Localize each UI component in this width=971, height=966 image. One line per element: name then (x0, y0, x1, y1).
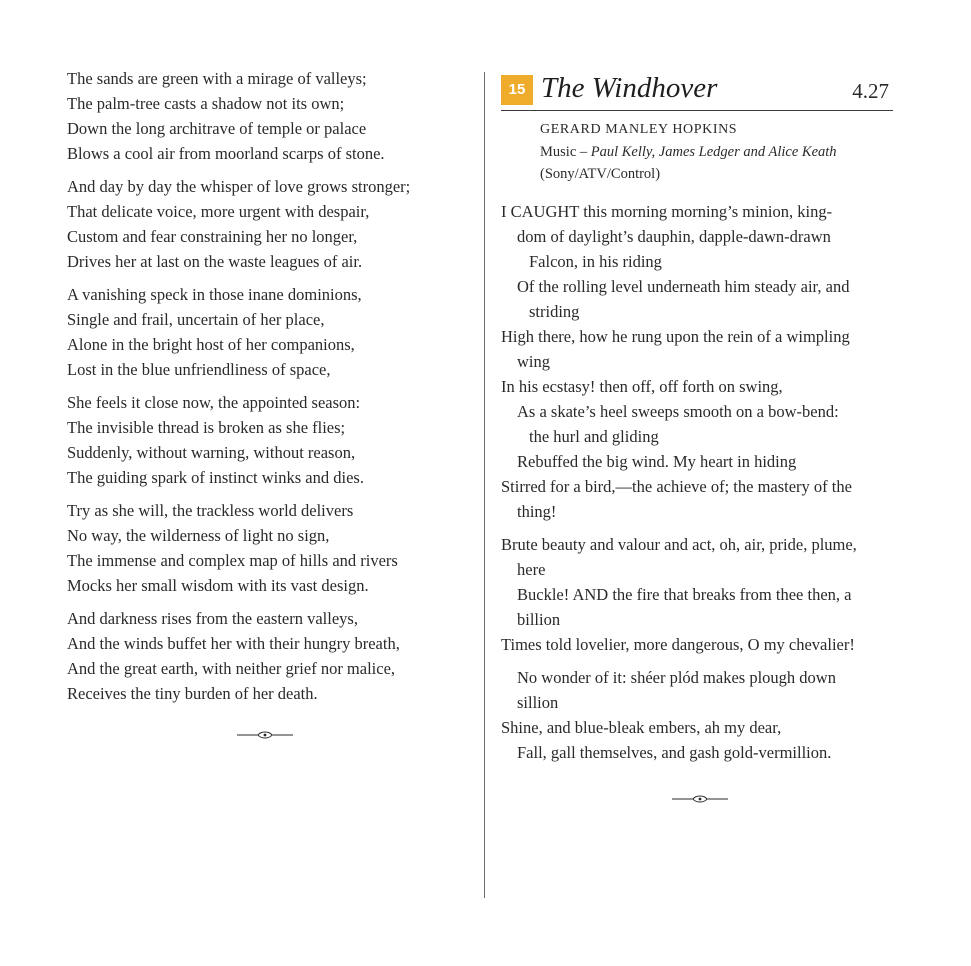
end-ornament-icon (236, 730, 294, 740)
poem-line: The guiding spark of instinct winks and dies. (67, 468, 364, 487)
poem-line: The invisible thread is broken as she flies; (67, 418, 346, 437)
poem-line: Brute beauty and valour and act, oh, air, pride, plume, (501, 535, 857, 554)
poem-line: Stirred for a bird,—the achieve of; the mastery of the (501, 477, 852, 496)
left-stanza-1 (67, 66, 467, 166)
author-name: GERARD MANLEY HOPKINS (540, 122, 738, 137)
poem-line: Buckle! AND the fire that breaks from thee then, a (517, 585, 852, 604)
poem-line: thing! (517, 502, 557, 521)
poem-line: She feels it close now, the appointed season: (67, 393, 361, 412)
poem-line: the hurl and gliding (529, 427, 659, 446)
poem-line: I CAUGHT this morning morning’s minion, king- (501, 202, 833, 221)
poem-line: Lost in the blue unfriendliness of space, (67, 360, 331, 379)
poem-line: And the winds buffet her with their hungry breath, (67, 634, 400, 653)
poem-line: The sands are green with a mirage of valleys; (67, 69, 367, 88)
poem-line: Of the rolling level underneath him steady air, and (517, 277, 850, 296)
poem-line: striding (529, 302, 580, 321)
track-duration: 4.27 (852, 79, 889, 103)
poem-line: here (517, 560, 546, 579)
poem-line: That delicate voice, more urgent with despair, (67, 202, 370, 221)
poem-line: dom of daylight’s dauphin, dapple-dawn-drawn (517, 227, 831, 246)
poem-line: No wonder of it: shéer plód makes plough down (517, 668, 836, 687)
poem-line: A vanishing speck in those inane dominions, (67, 285, 362, 304)
music-credit (540, 141, 893, 163)
track-number-badge: 15 (501, 75, 533, 105)
left-stanza-6 (67, 606, 467, 706)
title-header (501, 70, 893, 111)
music-credits: Paul Kelly, James Ledger and Alice Keath (590, 144, 837, 160)
poem-line: Blows a cool air from moorland scarps of stone. (67, 144, 385, 163)
poem-line: wing (517, 352, 550, 371)
poem-line: Single and frail, uncertain of her place, (67, 310, 325, 329)
poem-line: Custom and fear constraining her no longer, (67, 227, 358, 246)
music-prefix: Music – (540, 144, 591, 160)
poem-line: Drives her at last on the waste leagues of air. (67, 252, 363, 271)
poem-line: Shine, and blue-bleak embers, ah my dear, (501, 718, 782, 737)
poem-line: Times told lovelier, more dangerous, O my chevalier! (501, 635, 855, 654)
poem-line: sillion (517, 693, 559, 712)
left-stanza-5 (67, 498, 467, 598)
poem-line: Rebuffed the big wind. My heart in hiding (517, 452, 797, 471)
poem-line: Down the long architrave of temple or palace (67, 119, 367, 138)
poem-line: And day by day the whisper of love grows stronger; (67, 177, 411, 196)
end-ornament-icon (671, 794, 729, 804)
poem-line: billion (517, 610, 561, 629)
poem-line: Mocks her small wisdom with its vast design. (67, 576, 369, 595)
poem-line: The palm-tree casts a shadow not its own; (67, 94, 345, 113)
poem-line: No way, the wilderness of light no sign, (67, 526, 330, 545)
poem-line: The immense and complex map of hills and rivers (67, 551, 398, 570)
poem-title: The Windhover (541, 72, 718, 104)
poem-line: Suddenly, without warning, without reason, (67, 443, 356, 462)
left-poem (67, 66, 467, 714)
poem-line: In his ecstasy! then off, off forth on swing, (501, 377, 783, 396)
column-divider (484, 72, 485, 898)
poem-line: Receives the tiny burden of her death. (67, 684, 318, 703)
poem-line: And darkness rises from the eastern valleys, (67, 609, 358, 628)
poem-line: And the great earth, with neither grief nor malice, (67, 659, 396, 678)
publisher-label: (Sony/ATV/Control) (540, 166, 661, 182)
poem-line: Fall, gall themselves, and gash gold-vermillion. (517, 743, 832, 762)
poem-line: High there, how he rung upon the rein of a wimpling (501, 327, 850, 346)
left-stanza-4 (67, 390, 467, 490)
poem-line: As a skate’s heel sweeps smooth on a bow-bend: (517, 402, 839, 421)
left-stanza-2 (67, 174, 467, 274)
right-poem (501, 70, 893, 765)
poem-credits (540, 119, 893, 185)
left-stanza-3 (67, 282, 467, 382)
poem-line: Try as she will, the trackless world delivers (67, 501, 354, 520)
poem-line: Alone in the bright host of her companions, (67, 335, 355, 354)
poem-line: Falcon, in his riding (529, 252, 662, 271)
poem-body (501, 199, 893, 765)
